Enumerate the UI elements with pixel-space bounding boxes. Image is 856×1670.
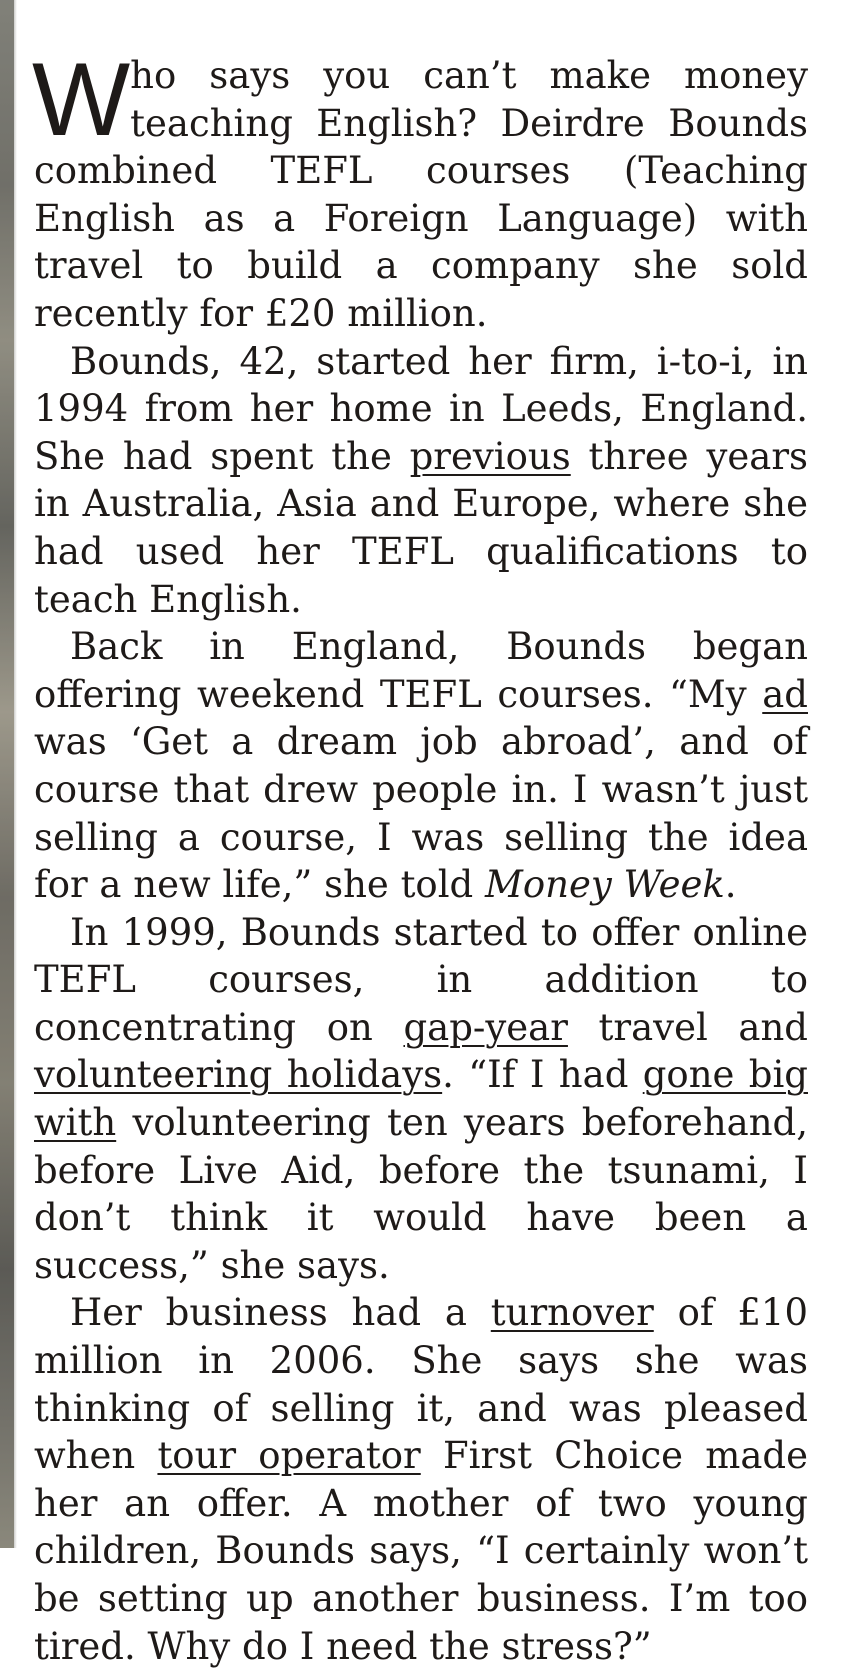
underlined-word-previous: previous [409, 434, 571, 478]
paragraph-1 [32, 42, 808, 338]
paragraph-2 [34, 338, 808, 624]
underlined-phrase-gone-big-with: gone big with [34, 1053, 808, 1145]
underlined-word-ad: ad [762, 672, 808, 716]
paragraph-1-text: ho says you can’t make money teaching English? Deirdre Bounds combined TEFL courses (Teaching English as a Foreign Language) with travel to build a company she sold recently for £20 million. [34, 54, 808, 335]
text-run: Bounds, 42, started her firm, i-to-i, in 1994 from her home in Leeds, England. She had spent the [34, 339, 808, 478]
text-run: First Choice made her an offer. A mother of two young children, Bounds says, “I certainly won’t be setting up another business. I’m too tired. Why do I need the stress?” [34, 1434, 808, 1668]
text-run: three years in Australia, Asia and Europe, where she had used her TEFL qualifications to teach English. [34, 434, 808, 621]
text-run: In 1999, Bounds started to offer online TEFL courses, in addition to concentrating on [34, 910, 808, 1049]
text-run: volunteering ten years beforehand, before Live Aid, before the tsunami, I don’t think it would have been a success,” she says. [34, 1101, 808, 1287]
paragraph-5 [34, 1289, 808, 1670]
text-run: . “If I had [442, 1053, 643, 1097]
paragraph-3 [34, 623, 808, 909]
paragraph-4 [34, 909, 808, 1290]
underlined-word-gap-year: gap-year [403, 1005, 568, 1049]
underlined-phrase-tour-operator: tour operator [157, 1434, 421, 1478]
underlined-word-turnover: turnover [490, 1291, 654, 1335]
text-run: . [724, 863, 737, 907]
text-run: of £10 million in 2006. She says she was thinking of selling it, and was pleased when [34, 1291, 808, 1478]
text-run: Back in England, Bounds began offering weekend TEFL courses. “My [34, 625, 808, 716]
underlined-phrase-volunteering-holidays: volunteering holidays [34, 1053, 443, 1097]
text-run: travel and [567, 1005, 808, 1049]
page-edge-shadow [0, 0, 14, 1548]
text-run: Her business had a [70, 1291, 491, 1335]
publication-title: Money Week [485, 863, 725, 907]
article-body [32, 42, 808, 1670]
drop-cap: W [32, 42, 127, 158]
text-run: was ‘Get a dream job abroad’, and of course that drew people in. I wasn’t just selling a course, I was selling the idea for a new life,” she told [34, 720, 808, 907]
